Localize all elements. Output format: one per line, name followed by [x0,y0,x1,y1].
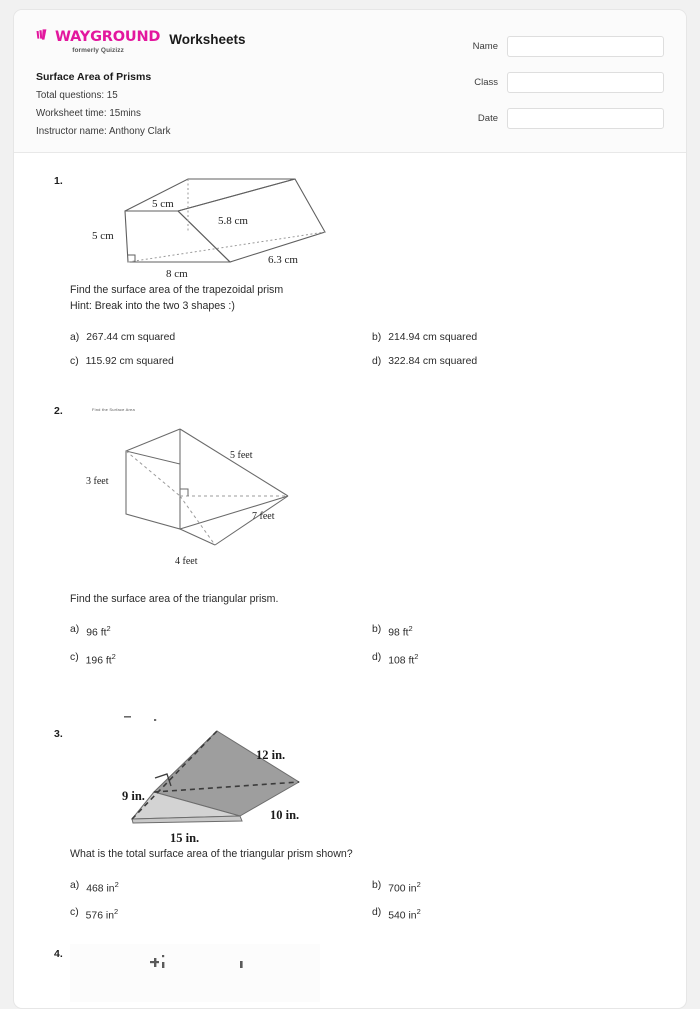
question-4-number: 4. [54,947,63,960]
choice-text: 576 in [85,910,114,922]
question-1-choice-b[interactable] [372,332,664,343]
question-4-figure [70,944,664,1004]
label-base-15in: 15 in. [170,831,200,846]
choice-letter: d) [372,907,382,919]
question-1-hint: Hint: Break into the two 3 shapes :) [70,300,235,313]
choice-letter: c) [70,907,79,919]
label-length-7feet: 7 feet [252,510,275,522]
choice-text: 214.94 cm squared [388,331,478,343]
class-field-row [464,72,664,93]
name-field-row [464,36,664,57]
class-input[interactable] [507,72,664,93]
choice-letter: a) [70,624,80,636]
choice-text: 196 ft [85,655,112,667]
worksheet-time-text: Worksheet time: 15mins [36,107,141,119]
wayground-logo [36,29,160,55]
choice-letter: c) [70,355,79,367]
triangular-prism-wireframe-diagram [70,401,330,591]
question-1-choice-d[interactable] [372,356,664,367]
choice-letter: b) [372,331,382,343]
question-4 [36,922,664,1004]
question-2-choice-d[interactable] [372,652,664,666]
question-1-figure [70,167,664,282]
choice-text: 468 in [86,883,115,895]
question-1-choices [70,332,664,367]
label-top-5cm: 5 cm [152,198,174,210]
choice-superscript: 2 [414,651,419,661]
question-3-choice-d[interactable] [372,907,664,921]
worksheet-page [13,9,687,1009]
question-1 [36,153,664,367]
question-2-number: 2. [54,404,63,417]
worksheet-header [14,10,686,153]
question-2-choice-c[interactable] [70,652,362,666]
label-side-9in: 9 in. [122,789,145,804]
choice-letter: a) [70,879,80,891]
choice-superscript: 2 [111,651,116,661]
question-3 [36,666,664,921]
stray-mark [124,716,131,718]
date-input[interactable] [507,108,664,129]
choice-text: 700 in [388,883,417,895]
question-1-choice-c[interactable] [70,356,362,367]
choice-text: 115.92 cm squared [85,355,174,367]
question-3-text: What is the total surface area of the triangular prism shown? [70,848,353,861]
question-3-choice-c[interactable] [70,907,362,921]
question-1-number: 1. [54,175,63,187]
question-2-choice-b[interactable] [372,624,664,638]
choice-superscript: 2 [416,907,421,917]
label-depth-63cm: 6.3 cm [268,254,298,266]
student-info-fields [464,36,664,144]
choice-letter: d) [372,651,382,663]
choice-letter: a) [70,331,80,343]
label-hyp-5feet: 5 feet [230,449,253,461]
label-top-12in: 12 in. [256,748,286,763]
wayground-logo-mark-icon [36,29,52,46]
question-1-text: Find the surface area of the trapezoidal prism [70,284,284,296]
question-1-choice-a[interactable] [70,332,362,343]
choice-superscript: 2 [416,879,421,889]
figure-caption: Find the Surface Area [92,406,135,412]
wayground-logo-text: WAYGROUND [55,29,161,46]
name-label: Name [472,41,498,52]
worksheets-title: Worksheets [169,32,246,47]
question-2-choice-a[interactable] [70,624,362,638]
choice-text: 540 in [388,910,417,922]
choice-letter: c) [70,651,79,663]
question-2-text: Find the surface area of the triangular prism. [70,592,279,605]
label-slant-58cm: 5.8 cm [218,215,248,227]
label-base-4feet: 4 feet [175,555,198,567]
date-label: Date [477,113,498,124]
label-bottom-8cm: 8 cm [166,268,188,280]
label-slant-10in: 10 in. [270,808,300,823]
choice-text: 98 ft [388,627,409,639]
question-2-choices [70,624,664,666]
label-height-3feet: 3 feet [86,475,109,487]
question-3-choice-b[interactable] [372,880,664,894]
total-questions-text: Total questions: 15 [36,89,118,101]
triangular-prism-shaded-diagram [70,694,350,846]
choice-letter: d) [372,355,382,367]
trapezoidal-prism-diagram [70,167,360,282]
partial-figure-diagram [70,944,330,1004]
choice-superscript: 2 [114,879,119,889]
instructor-name-text: Instructor name: Anthony Clark [36,125,171,137]
worksheet-subject-title: Surface Area of Prisms [36,70,152,83]
question-3-number: 3. [54,728,63,741]
questions-list [14,153,686,1004]
name-input[interactable] [507,36,664,57]
choice-superscript: 2 [408,624,413,634]
question-3-choice-a[interactable] [70,880,362,894]
choice-superscript: 2 [113,907,119,917]
label-left-5cm: 5 cm [92,230,114,242]
question-3-choices [70,880,664,922]
stray-mark [154,719,156,721]
question-3-figure [70,694,664,846]
choice-text: 322.84 cm squared [388,355,478,367]
choice-superscript: 2 [106,624,111,634]
choice-letter: b) [372,624,382,636]
choice-letter: b) [372,879,382,891]
date-field-row [464,108,664,129]
choice-text: 96 ft [86,627,107,639]
class-label: Class [474,77,498,88]
question-2 [36,367,664,666]
choice-text: 108 ft [388,655,415,667]
question-2-figure [70,401,664,591]
choice-text: 267.44 cm squared [86,331,176,343]
wayground-logo-subtitle: formerly Quizizz [72,47,125,54]
